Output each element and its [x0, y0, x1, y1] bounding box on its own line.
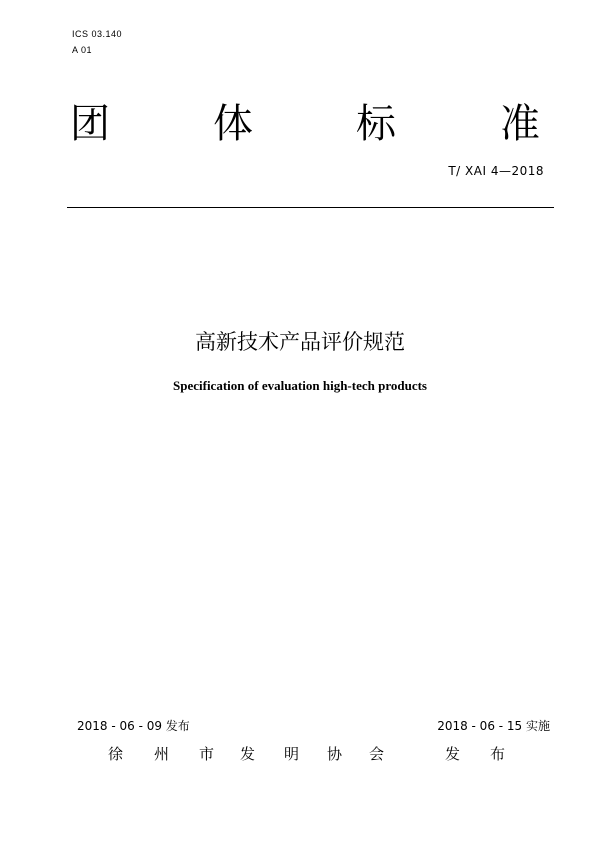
standard-type-char-3: 标 [356, 101, 396, 147]
issue-date: 2018 - 06 - 09 发布 [77, 719, 190, 733]
publisher-char-5: 明 [284, 745, 300, 763]
ccs-code: A 01 [72, 45, 93, 55]
header-divider [67, 207, 554, 208]
publisher-char-3: 市 [199, 745, 215, 763]
document-title-chinese: 高新技术产品评价规范 [195, 330, 405, 354]
ics-code: ICS 03.140 [72, 29, 123, 39]
publisher-char-7: 会 [369, 745, 385, 763]
publisher-char-6: 协 [327, 745, 343, 763]
publisher-char-4: 发 [240, 745, 256, 763]
standard-type-char-4: 准 [500, 101, 540, 147]
implementation-date: 2018 - 06 - 15 实施 [437, 719, 550, 733]
publish-label-char-1: 发 [445, 745, 461, 763]
standard-number: T/ XAI 4—2018 [448, 164, 544, 178]
publish-label-char-2: 布 [490, 745, 506, 763]
document-title-english: Specification of evaluation high-tech products [173, 378, 427, 393]
publisher-char-1: 徐 [108, 745, 124, 763]
standard-type-char-2: 体 [213, 101, 253, 147]
standard-type-char-1: 团 [70, 101, 110, 147]
publisher-char-2: 州 [154, 745, 170, 763]
